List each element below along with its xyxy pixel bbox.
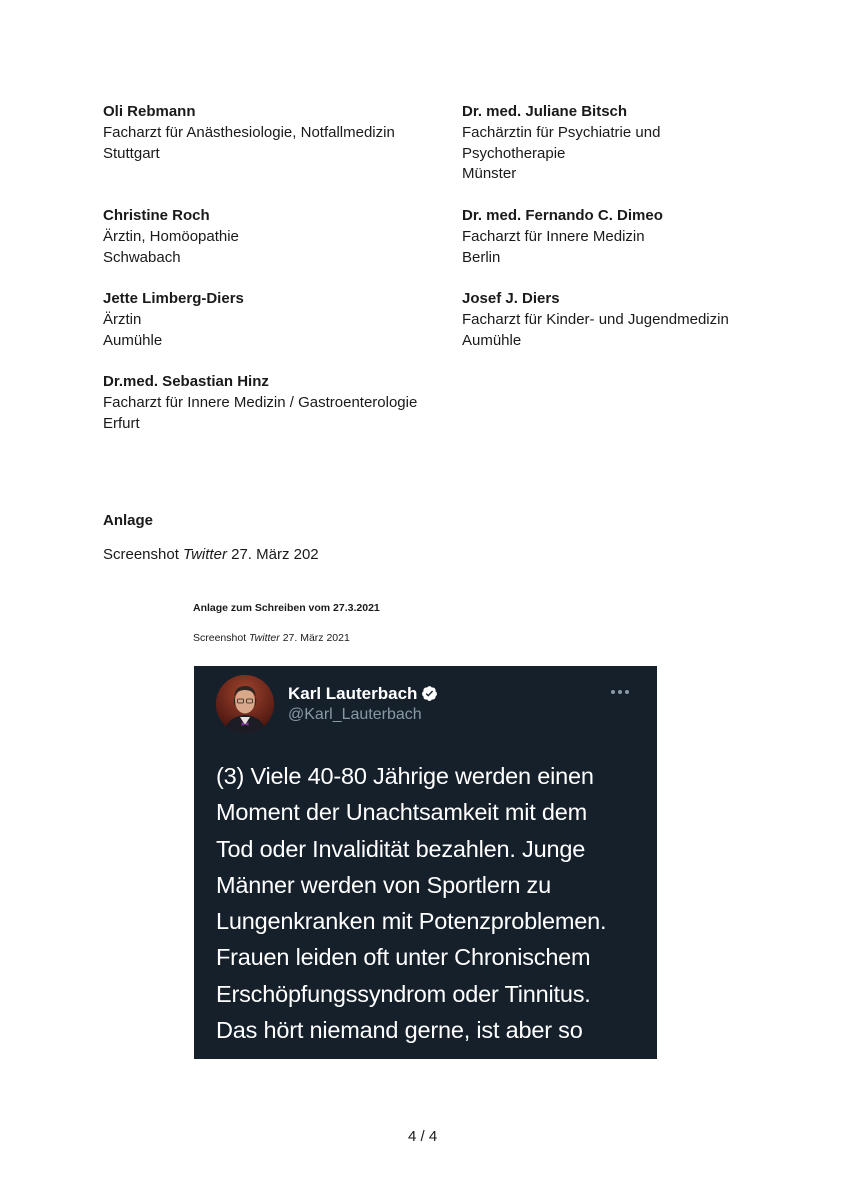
embedded-appendix-heading: Anlage zum Schreiben vom 27.3.2021 [193,602,380,614]
caption-prefix: Screenshot [193,632,250,644]
signatory-name: Dr. med. Fernando C. Dimeo [462,207,663,224]
signatory-block [103,206,239,268]
signatory-city: Aumühle [103,331,163,349]
author-name-text: Karl Lauterbach [288,684,418,703]
tweet-author-name[interactable] [288,684,438,704]
tweet-text-line: Das hört niemand gerne, ist aber so [216,1017,583,1044]
verified-badge-icon [421,685,438,702]
signatory-block [103,372,417,434]
tweet-text-line: Frauen leiden oft unter Chronischem [216,944,591,971]
tweet-text [216,758,652,1048]
signatory-city: Stuttgart [103,144,160,162]
signatory-name: Christine Roch [103,207,210,224]
tweet-text-line: Moment der Unachtsamkeit mit dem [216,799,588,826]
signatory-name: Dr.med. Sebastian Hinz [103,373,269,390]
signatory-block [103,102,395,164]
signatory-title: Ärztin, Homöopathie [103,227,239,245]
signatory-name: Jette Limberg-Diers [103,290,244,307]
signatory-city: Berlin [462,248,501,266]
tweet-card [194,666,657,1059]
signatory-name: Josef J. Diers [462,290,560,307]
tweet-text-line: Tod oder Invalidität bezahlen. Junge [216,835,586,862]
signatory-block [103,289,244,351]
more-options-icon[interactable] [611,681,635,695]
signatory-title: Fachärztin für Psychiatrie und [462,123,661,141]
signatory-city: Erfurt [103,414,140,432]
signatory-title: Facharzt für Anästhesiologie, Notfallmedizin [103,123,395,141]
caption-prefix: Screenshot [103,546,184,563]
signatory-city: Aumühle [462,331,522,349]
signatory-block [462,206,663,268]
avatar[interactable] [216,675,274,733]
signatory-name: Oli Rebmann [103,103,196,120]
signatory-block [462,102,660,185]
caption-date: 27. März 2021 [279,632,350,644]
tweet-text-line: Männer werden von Sportlern zu [216,871,551,898]
tweet-text-line: (3) Viele 40-80 Jährige werden einen [216,763,594,789]
signatory-title: Ärztin [103,310,142,328]
caption-date: 27. März 202 [226,546,319,563]
embedded-appendix-caption [193,632,350,644]
page-number: 4 / 4 [408,1128,438,1145]
caption-platform: Twitter [249,632,280,644]
caption-platform: Twitter [183,546,227,563]
appendix-heading: Anlage [103,512,154,529]
tweet-handle[interactable]: @Karl_Lauterbach [288,706,422,723]
signatory-city: Münster [462,165,517,183]
signatory-block [462,289,729,351]
signatory-title: Facharzt für Kinder- und Jugendmedizin [462,310,729,328]
appendix-caption [103,546,319,563]
signatory-name: Dr. med. Juliane Bitsch [462,103,628,120]
tweet-text-line: Lungenkranken mit Potenzproblemen. [216,908,607,935]
avatar-portrait-icon [216,675,274,733]
signatory-title: Facharzt für Innere Medizin / Gastroenterologie [103,393,418,411]
signatory-city: Schwabach [103,248,181,266]
signatory-title: Psychotherapie [462,144,566,162]
tweet-text-line: Erschöpfungssyndrom oder Tinnitus. [216,980,591,1007]
signatory-title: Facharzt für Innere Medizin [462,227,645,245]
